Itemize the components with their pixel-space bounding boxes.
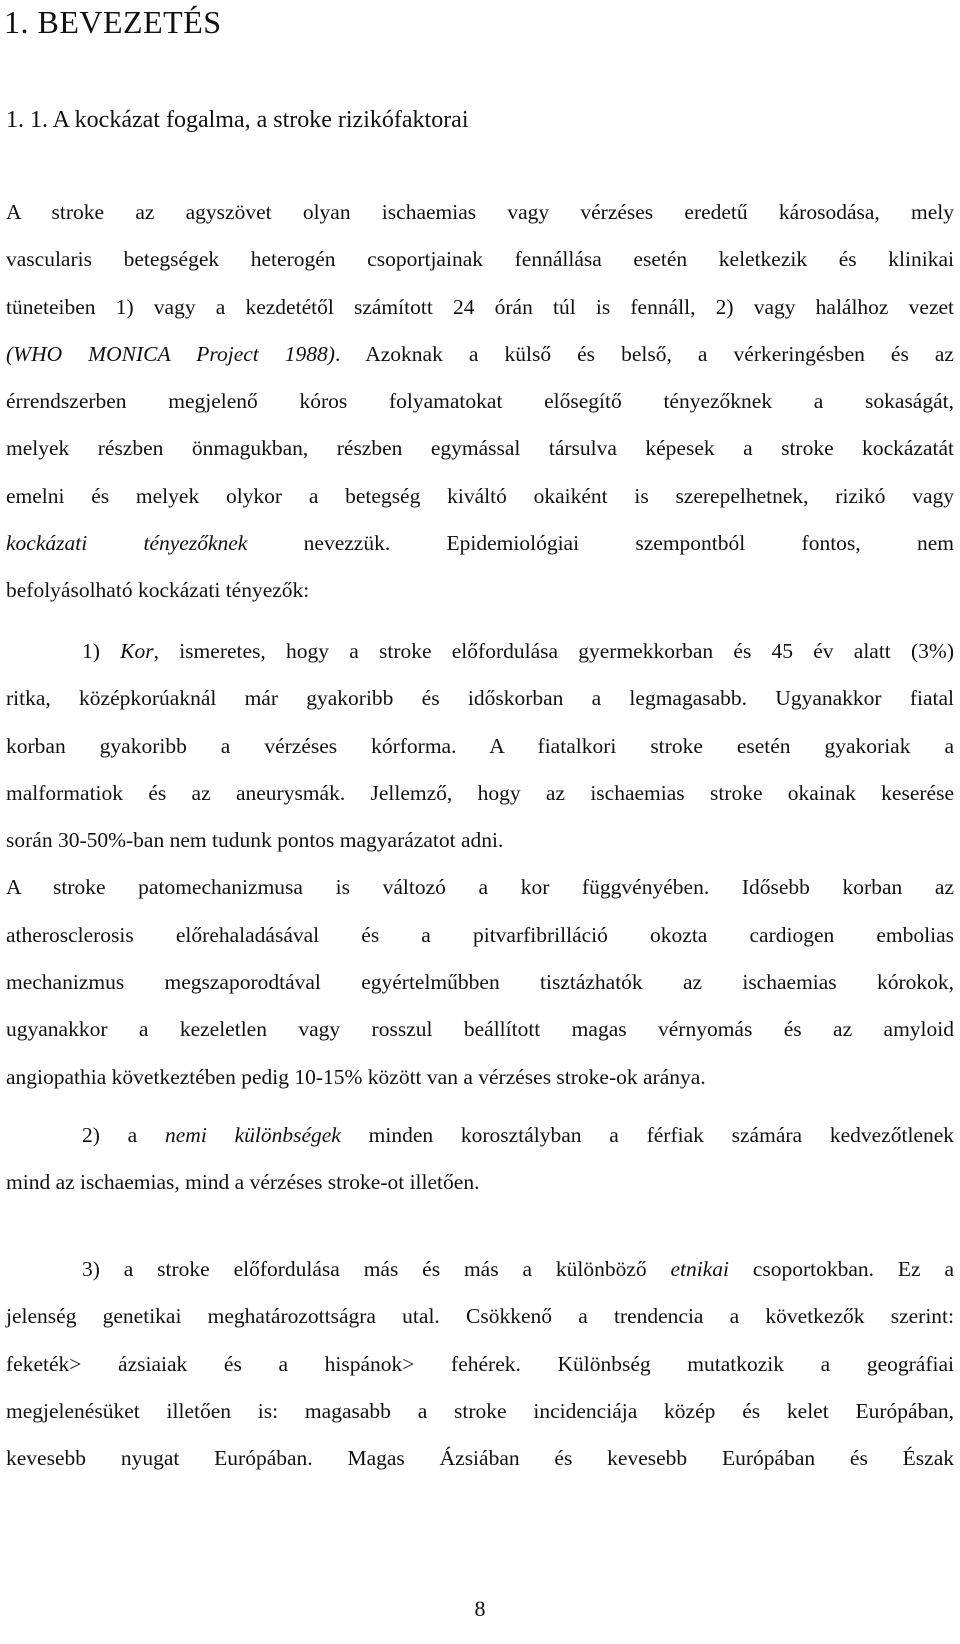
text-line: mind az ischaemias, mind a vérzéses stroke-ot illetően. [6, 1170, 480, 1195]
text-line: malformatiok és az aneurysmák. Jellemző, hogy az ischaemias stroke okainak keserése [6, 780, 954, 805]
text-line [6, 567, 954, 614]
italic-term: kockázati tényezőknek [6, 531, 248, 556]
term-etnikai: etnikai [670, 1257, 729, 1281]
text-run: 2) a [82, 1123, 166, 1147]
text-line [6, 1112, 954, 1159]
text-run: A stroke az agyszövet olyan ischaemias vagy vérzéses eredetű károsodása, mely [6, 200, 954, 224]
text-line: ritka, középkorúaknál már gyakoribb és időskorban a legmagasabb. Ugyanakkor fiatal [6, 686, 954, 711]
text-line: kevesebb nyugat Európában. Magas Ázsiában és kevesebb Európában és Észak [6, 1446, 954, 1471]
text-line [6, 378, 954, 425]
paragraph-ethnic [6, 1246, 954, 1482]
text-line [6, 236, 954, 283]
text-run: , ismeretes, hogy a stroke előfordulása gyermekkorban és 45 év alatt (3%) [153, 639, 954, 663]
list-number: 1) [82, 639, 121, 663]
text-line [6, 425, 954, 472]
text-run: vascularis betegségek heterogén csoportjainak fennállása esetén keletkezik és klinikai [6, 247, 954, 272]
text-line: atherosclerosis előrehaladásával és a pitvarfibrilláció okozta cardiogen embolias [6, 922, 954, 947]
text-line: mechanizmus megszaporodtával egyértelműbben tisztázhatók az ischaemias kórokok, [6, 970, 954, 995]
text-line: angiopathia következtében pedig 10-15% között van a vérzéses stroke-ok aránya. [6, 1064, 706, 1089]
text-line: során 30-50%-ban nem tudunk pontos magyarázatot adni. [6, 828, 504, 853]
text-run: érrendszerben megjelenő kóros folyamatokat elősegítő tényezőknek a sokaságát, [6, 389, 954, 414]
paragraph-age [6, 628, 954, 1101]
text-run: 3) a stroke előfordulása más és más a különböző [82, 1257, 671, 1281]
text-line: ugyanakkor a kezeletlen vagy rosszul beállított magas vérnyomás és az amyloid [6, 1017, 954, 1042]
text-run: csoportokban. Ez a [728, 1257, 954, 1281]
paragraph-sex [6, 1112, 954, 1207]
term-nemi: nemi különbségek [165, 1123, 341, 1147]
chapter-heading: 1. BEVEZETÉS [4, 4, 222, 40]
text-line: feketék> ázsiaiak és a hispánok> fehérek. Különbség mutatkozik a geográfiai [6, 1351, 954, 1376]
text-run: emelni és melyek olykor a betegség kiváltó okaiként is szerepelhetnek, rizikó vagy [6, 483, 954, 508]
text-line: korban gyakoribb a vérzéses kórforma. A fiatalkori stroke esetén gyakoriak a [6, 733, 954, 758]
text-line [6, 628, 954, 675]
text-line: jelenség genetikai meghatározottságra utal. Csökkenő a trendencia a következők szerint: [6, 1304, 954, 1329]
text-line [6, 189, 954, 236]
text-run: melyek részben önmagukban, részben egymással társulva képesek a stroke kockázatát [6, 436, 954, 461]
term-kor: Kor [120, 639, 154, 663]
text-line [6, 331, 954, 378]
text-run: minden korosztályban a férfiak számára kedvezőtlenek [340, 1123, 955, 1147]
text-run: befolyásolható kockázati tényezők: [6, 578, 310, 603]
italic-term: (WHO MONICA Project 1988) [6, 341, 335, 366]
text-line [6, 1246, 954, 1293]
section-heading: 1. 1. A kockázat fogalma, a stroke rizikófaktorai [6, 107, 469, 133]
text-line [6, 284, 954, 331]
text-run: . Azoknak a külső és belső, a vérkeringésben és az [334, 341, 954, 366]
text-run: nevezzük. Epidemiológiai szempontból fontos, nem [247, 531, 954, 556]
text-line [6, 473, 954, 520]
paragraph-intro [6, 189, 954, 615]
text-line [6, 520, 954, 567]
page-number: 8 [474, 1596, 486, 1621]
text-run: tüneteiben 1) vagy a kezdetétől számított 24 órán túl is fennáll, 2) vagy halálhoz vezet [6, 294, 954, 319]
text-line: megjelenésüket illetően is: magasabb a stroke incidenciája közép és kelet Európában, [6, 1398, 954, 1423]
text-line: A stroke patomechanizmusa is változó a kor függvényében. Idősebb korban az [6, 875, 954, 900]
